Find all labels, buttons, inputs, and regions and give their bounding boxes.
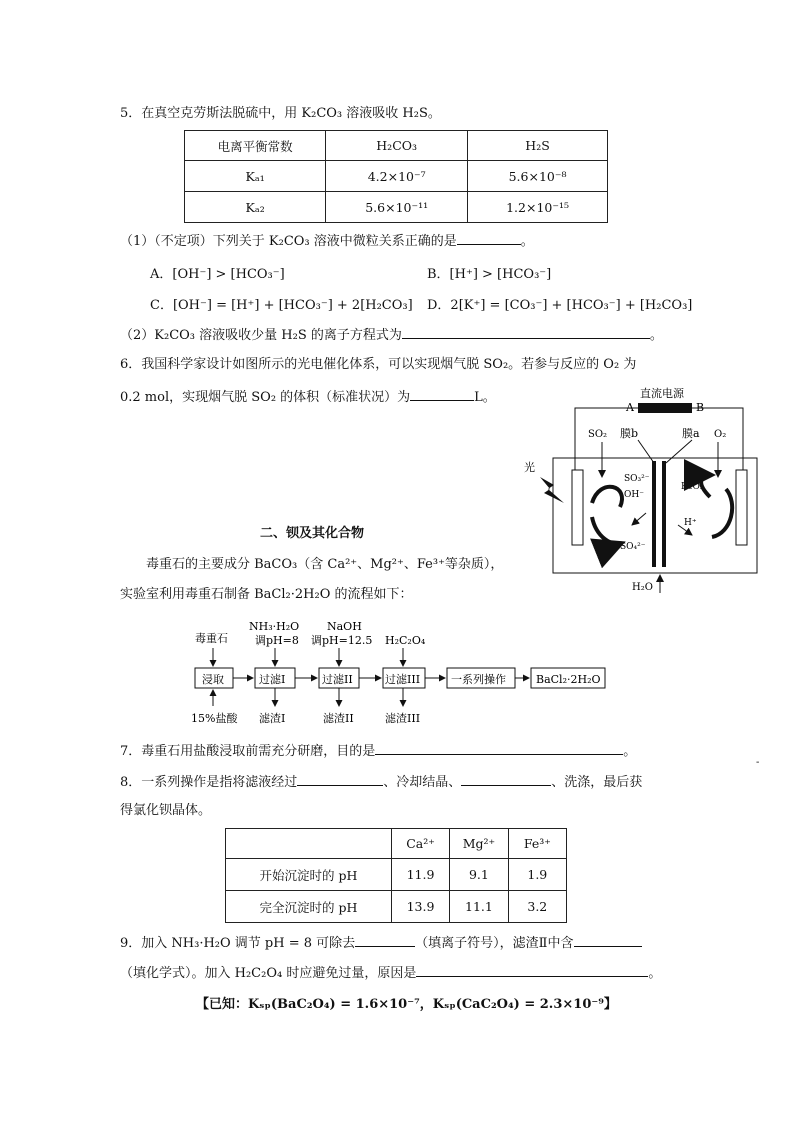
left-electrode (572, 470, 583, 545)
table-cell: 4.2×10⁻⁷ (326, 161, 468, 192)
q7 (120, 740, 636, 762)
q8-line2: 得氯化钡晶体。 (120, 803, 212, 818)
answer-blank[interactable] (297, 771, 383, 786)
table-header-cell: H₂CO₃ (326, 131, 468, 161)
q8-line1 (120, 771, 642, 793)
q9-line1 (120, 932, 642, 954)
reagent-nh3: NH₃·H₂O (249, 620, 300, 633)
table-cell: 13.9 (391, 891, 449, 923)
answer-blank[interactable] (410, 386, 474, 401)
reagent-h2c2o4: H₂C₂O₄ (385, 634, 426, 647)
table-header-cell: H₂S (468, 131, 608, 161)
step-filter-3-label: 过滤III (385, 673, 421, 686)
input-ore: 毒重石 (195, 632, 228, 645)
option-a[interactable]: A．[OH⁻] > [HCO₃⁻] (150, 267, 285, 282)
table-row (185, 161, 608, 192)
q5-sub2 (120, 324, 663, 346)
q6-line2-text: 0.2 mol，实现烟气脱 SO₂ 的体积（标准状况）为 (120, 390, 411, 405)
table-cell: 1.9 (508, 859, 566, 891)
process-flowchart (185, 618, 615, 730)
table-cell: 1.2×10⁻¹⁵ (468, 192, 608, 223)
table-cell: 11.9 (391, 859, 449, 891)
q5-sub2-text: （2）K₂CO₃ 溶液吸收少量 H₂S 的离子方程式为 (120, 328, 402, 343)
table-row (226, 859, 567, 891)
table-cell: 完全沉淀时的 pH (226, 891, 392, 923)
input-acid: 15%盐酸 (191, 712, 238, 725)
q5-sub1-text: （1）（不定项）下列关于 K₂CO₃ 溶液中微粒关系正确的是 (120, 234, 457, 249)
o2-label: O₂ (714, 429, 727, 440)
photoelectrocatalysis-diagram (520, 385, 765, 595)
light-label: 光 (524, 461, 535, 474)
so2-label: SO₂ (588, 429, 608, 440)
right-electrode (736, 470, 747, 545)
answer-blank[interactable] (355, 932, 415, 947)
step-leaching-label: 浸取 (202, 673, 224, 686)
ionization-constant-table (184, 130, 608, 223)
answer-blank[interactable] (375, 740, 623, 755)
reagent-nh3-ph: 调pH=8 (255, 634, 299, 647)
q9-part2: （填离子符号），滤渣Ⅱ中含 (415, 936, 574, 951)
q9-line2b: 。 (648, 966, 662, 981)
step-filter-2-label: 过滤II (322, 673, 353, 686)
answer-blank[interactable] (416, 962, 648, 977)
table-cell: Kₐ₂ (185, 192, 326, 223)
terminal-a: A (626, 401, 634, 414)
residue-3: 滤渣III (385, 712, 421, 725)
table-cell: 5.6×10⁻¹¹ (326, 192, 468, 223)
reagent-naoh: NaOH (327, 620, 362, 633)
step-series-operations-label: 一系列操作 (451, 673, 506, 686)
membrane-b-label: 膜b (620, 427, 639, 440)
answer-blank[interactable] (574, 932, 642, 947)
table-header-cell: Mg²⁺ (450, 829, 508, 859)
h2o2-label: H₂O₂ (681, 482, 704, 492)
power-label: 直流电源 (640, 387, 684, 400)
table-header-cell: Fe³⁺ (508, 829, 566, 859)
residue-1: 滤渣I (259, 712, 286, 725)
oh-ion: OH⁻ (624, 490, 644, 500)
q8-part1: 8．一系列操作是指将滤液经过 (120, 775, 298, 790)
precipitation-ph-table (225, 828, 567, 923)
q9-line2a: （填化学式）。加入 H₂C₂O₄ 时应避免过量，原因是 (120, 966, 417, 981)
table-header-cell (226, 829, 392, 859)
q6-line2 (120, 386, 496, 408)
section-intro-line2: 实验室利用毒重石制备 BaCl₂·2H₂O 的流程如下： (120, 587, 413, 602)
so4-ion: SO₄²⁻ (620, 542, 646, 552)
terminal-b: B (696, 401, 705, 414)
table-row (185, 192, 608, 223)
q6-line1: 6．我国科学家设计如图所示的光电催化体系，可以实现烟气脱 SO₂。若参与反应的 O₂ 为 (120, 357, 637, 372)
dc-power-source (638, 403, 692, 413)
option-d[interactable]: D．2[K⁺] = [CO₃⁻] + [HCO₃⁻] + [H₂CO₃] (427, 298, 693, 313)
table-cell: Kₐ₁ (185, 161, 326, 192)
membrane-a-label: 膜a (682, 427, 700, 440)
table-cell: 开始沉淀时的 pH (226, 859, 392, 891)
membrane-b (652, 461, 656, 567)
membrane-a (662, 461, 666, 567)
residue-2: 滤渣II (323, 712, 354, 725)
step-product-label: BaCl₂·2H₂O (536, 673, 601, 686)
table-row (226, 891, 567, 923)
table-cell: 3.2 (508, 891, 566, 923)
answer-blank[interactable] (402, 324, 650, 339)
step-filter-1-label: 过滤I (259, 673, 286, 686)
reagent-naoh-ph: 调pH=12.5 (311, 634, 373, 647)
q7-text: 7．毒重石用盐酸浸取前需充分研磨，目的是 (120, 744, 376, 759)
option-c[interactable]: C．[OH⁻] = [H⁺] + [HCO₃⁻] + 2[H₂CO₃] (150, 298, 413, 313)
so3-ion: SO₃²⁻ (624, 474, 650, 484)
q9-part1: 9．加入 NH₃·H₂O 调节 pH = 8 可除去 (120, 936, 356, 951)
hplus-ion: H⁺ (684, 518, 697, 528)
q8-part3: 、洗涤，最后获 (551, 775, 643, 790)
q7-end: 。 (623, 744, 637, 759)
q5-stem: 5．在真空克劳斯法脱硫中，用 K₂CO₃ 溶液吸收 H₂S。 (120, 106, 441, 121)
table-cell: 11.1 (450, 891, 508, 923)
left-cycle-arrow (592, 487, 622, 507)
table-header-cell: 电离平衡常数 (185, 131, 326, 161)
h2o-label: H₂O (632, 582, 653, 593)
table-cell: 5.6×10⁻⁸ (468, 161, 608, 192)
q5-sub1 (120, 230, 534, 252)
q5-sub2-end: 。 (649, 328, 663, 343)
q8-part2: 、冷却结晶、 (383, 775, 462, 790)
q6-line2-end: L。 (474, 390, 496, 405)
q9-known-note: 【已知：Kₛₚ(BaC₂O₄) = 1.6×10⁻⁷，Kₛₚ(CaC₂O₄) = 2.3×10⁻⁹】 (196, 997, 617, 1012)
table-header-cell: Ca²⁺ (391, 829, 449, 859)
section-intro-line1: 毒重石的主要成分 BaCO₃（含 Ca²⁺、Mg²⁺、Fe³⁺等杂质）， (146, 557, 504, 572)
q5-sub1-end: 。 (520, 234, 534, 249)
table-cell: 9.1 (450, 859, 508, 891)
q9-line2 (120, 962, 661, 984)
option-b[interactable]: B．[H⁺] > [HCO₃⁻] (427, 267, 552, 282)
answer-blank[interactable] (457, 230, 521, 245)
margin-mark: - (756, 757, 760, 768)
right-cycle-arrow (712, 489, 732, 537)
answer-blank[interactable] (461, 771, 551, 786)
section-heading: 二、钡及其化合物 (260, 526, 365, 541)
lightning-icon (540, 477, 564, 503)
